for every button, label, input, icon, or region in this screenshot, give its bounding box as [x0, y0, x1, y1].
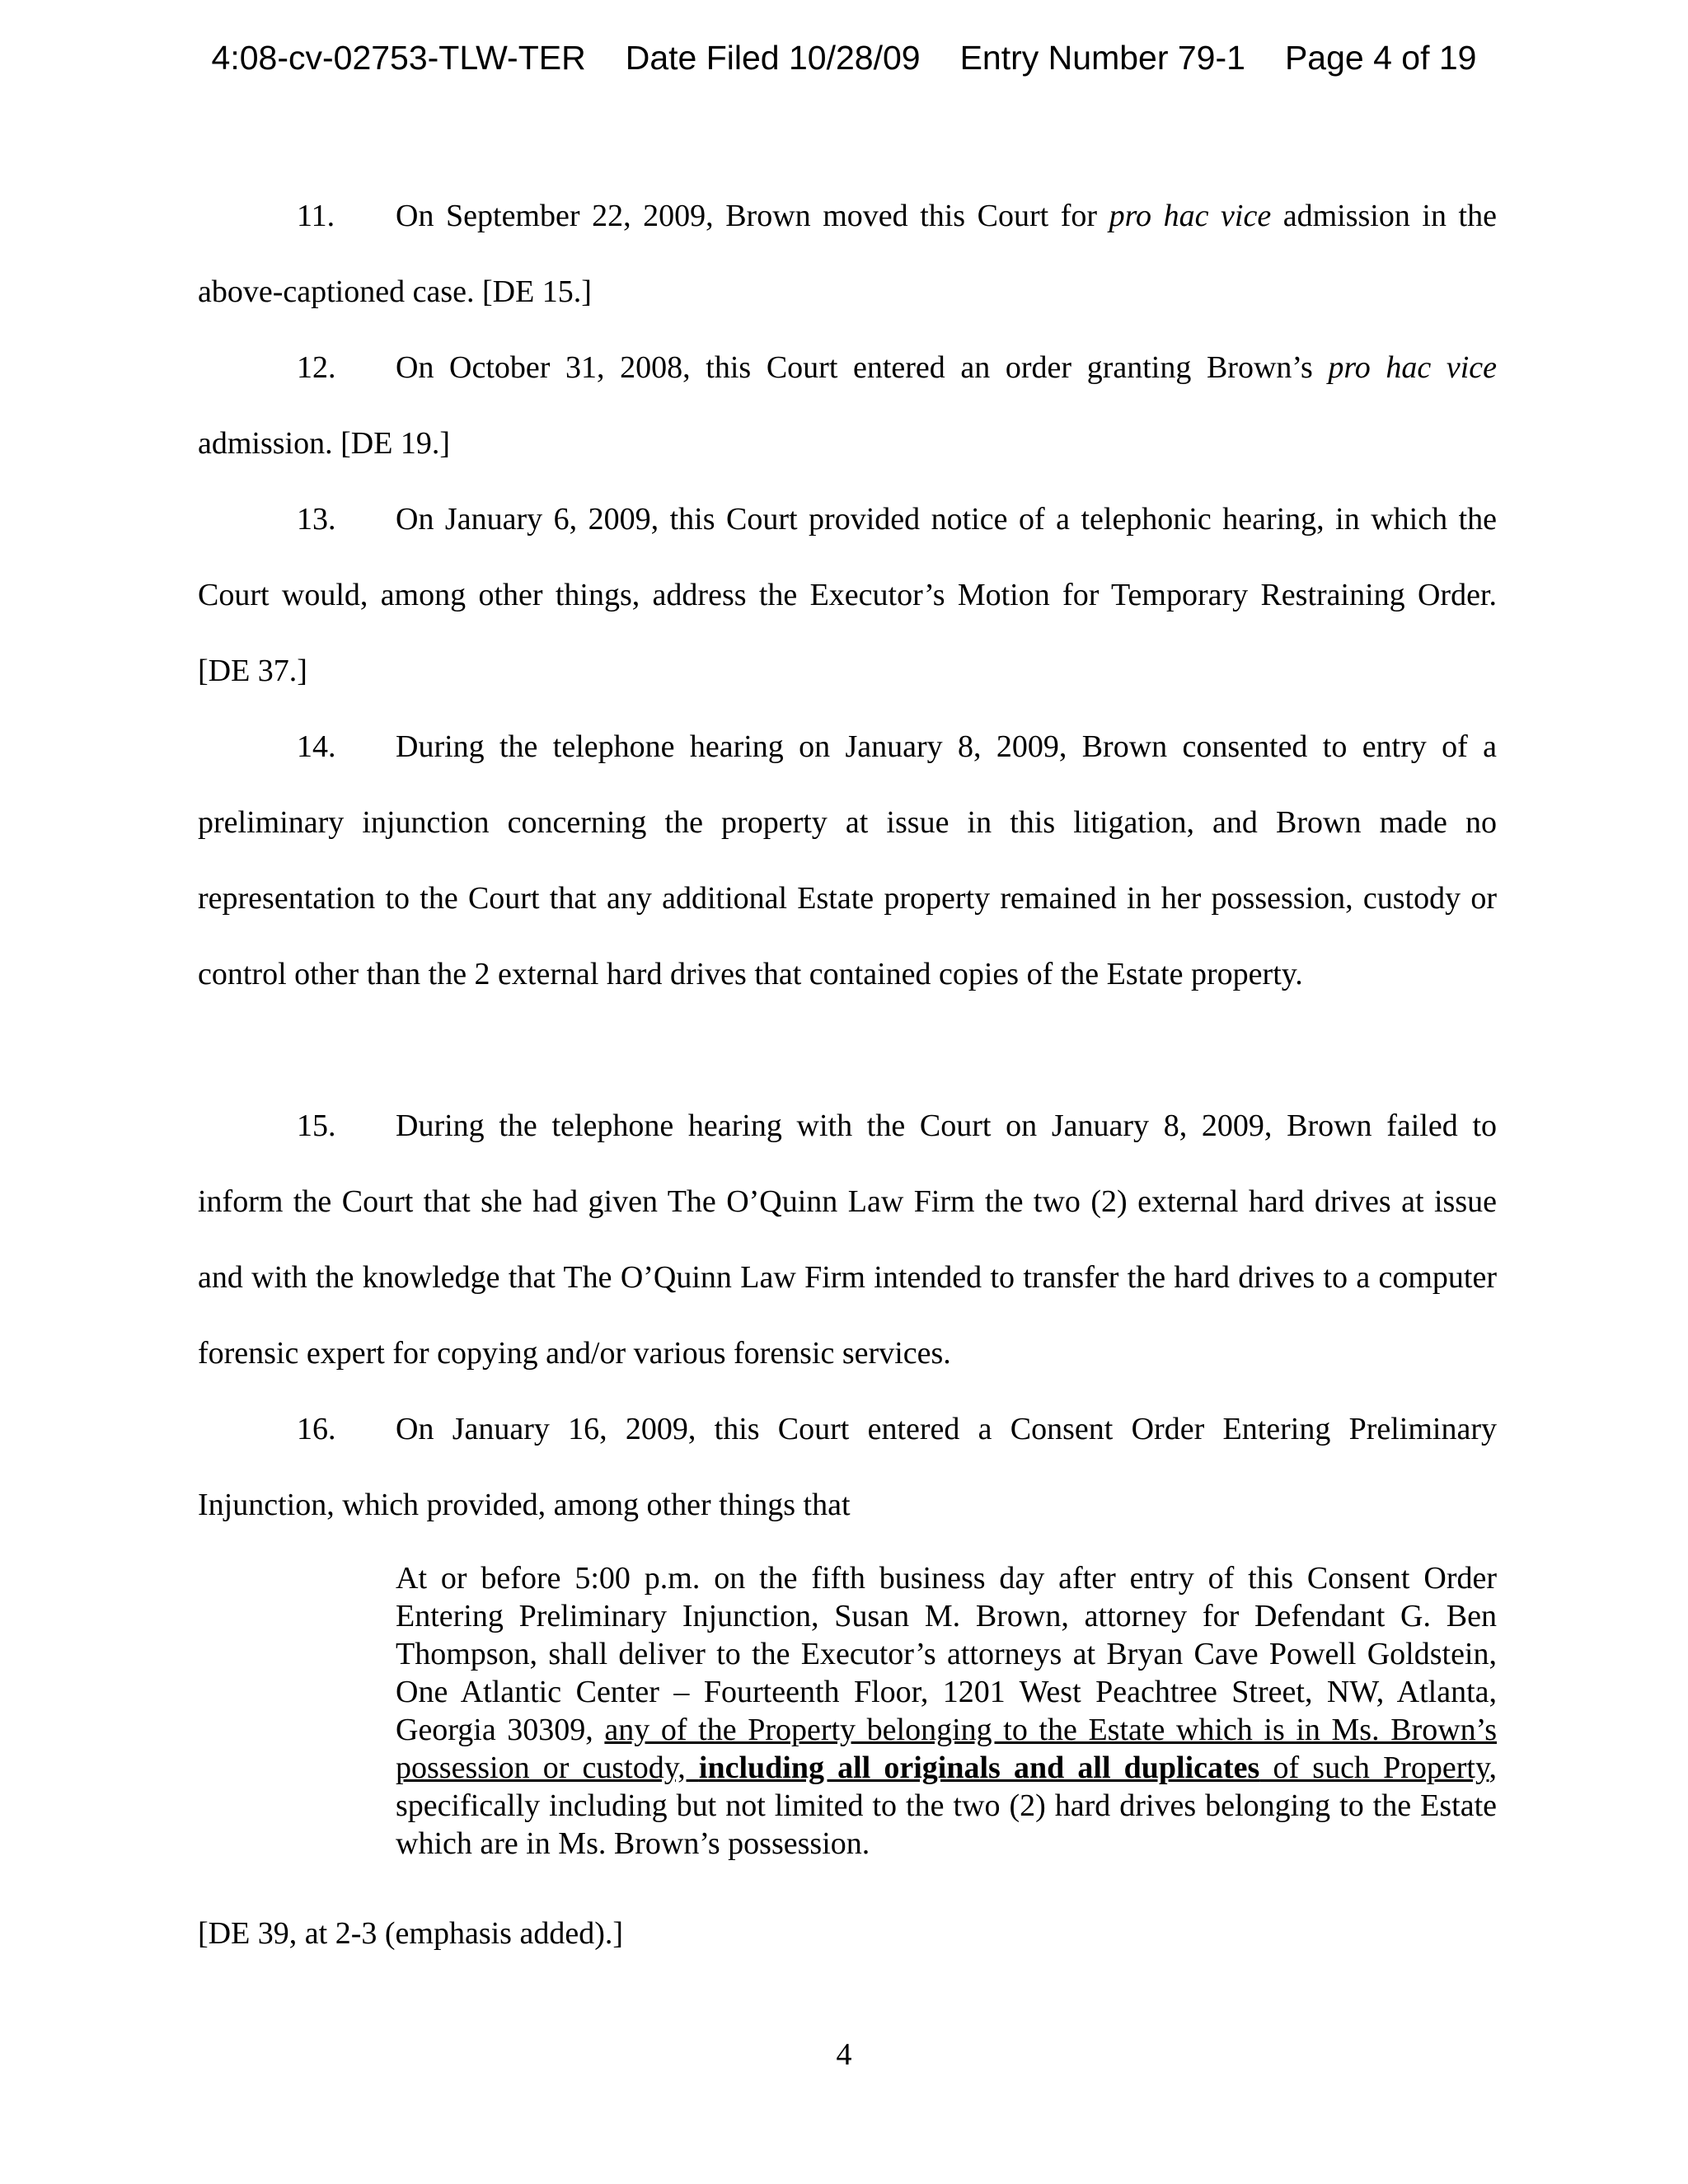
paragraph-text: During the telephone hearing on January 8, 2009, Brown consented to entry of a preliminary injunction concerning the property at issue in this litigation, and Brown made no representation to the Court that any additional Estate property remained in her possession, custody or control other than the 2 external hard drives that contained copies of the Estate property. [198, 729, 1497, 991]
paragraph-text: On September 22, 2009, Brown moved this Court for [396, 199, 1109, 233]
paragraph-italic: pro hac vice [1328, 350, 1497, 385]
paragraph-15 [198, 1088, 1497, 1391]
paragraph-text: admission. [DE 19.] [198, 426, 451, 461]
paragraph-16 [198, 1391, 1497, 1543]
block-quote [396, 1559, 1497, 1863]
date-filed: Date Filed 10/28/09 [625, 39, 921, 77]
entry-number: Entry Number 79-1 [959, 39, 1245, 77]
quote-underlined-text: any of the Property belonging to the Estate which is in Ms. Brown’s possession or custody, [396, 1713, 1497, 1785]
citation: [DE 39, at 2-3 (emphasis added).] [198, 1916, 624, 1951]
quote-text: At or before 5:00 p.m. on the fifth business day after entry of this Consent Order Entering Preliminary Injunction, Susan M. Brown, attorney for Defendant G. Ben Thompson, shall deliver to the Executor’s attorneys at Bryan Cave Powell Goldstein, One Atlantic Center – Fourteenth Floor, 1201 West Peachtree Street, NW, Atlanta, Georgia 30309, [396, 1561, 1497, 1747]
quote-text: , specifically including but not limited to the two (2) hard drives belonging to the Estate which are in Ms. Brown’s possession. [396, 1750, 1497, 1861]
paragraph-text: On January 6, 2009, this Court provided notice of a telephonic hearing, in which the Court would, among other things, address the Executor’s Motion for Temporary Restraining Order. [DE 37.] [198, 502, 1497, 688]
paragraph-number: 12. [297, 350, 336, 385]
page-number: 4 [836, 2037, 852, 2072]
paragraph-number: 15. [297, 1108, 336, 1143]
paragraph-number: 13. [297, 502, 336, 537]
page-label: Page 4 of 19 [1284, 39, 1477, 77]
document-header [0, 33, 1688, 82]
paragraph-text: On January 16, 2009, this Court entered a Consent Order Entering Preliminary Injunction, which provided, among other things that [198, 1412, 1497, 1522]
paragraph-11 [198, 178, 1497, 330]
paragraph-number: 11. [297, 199, 335, 233]
paragraph-12 [198, 330, 1497, 481]
paragraph-text: admission in the above-captioned case. [DE 15.] [198, 199, 1497, 309]
paragraph-14 [198, 709, 1497, 1012]
case-number: 4:08-cv-02753-TLW-TER [211, 39, 586, 77]
paragraph-13 [198, 481, 1497, 709]
paragraph-text: During the telephone hearing with the Court on January 8, 2009, Brown failed to inform the Court that she had given The O’Quinn Law Firm the two (2) external hard drives at issue and with the knowledge that The O’Quinn Law Firm intended to transfer the hard drives to a computer forensic expert for copying and/or various forensic services. [198, 1108, 1497, 1371]
paragraph-number: 14. [297, 729, 336, 764]
quote-emphasis-text: including all originals and all duplicates [698, 1750, 1260, 1785]
paragraph-text: On October 31, 2008, this Court entered an order granting Brown’s [396, 350, 1329, 385]
paragraph-number: 16. [297, 1412, 336, 1446]
paragraph-italic: pro hac vice [1109, 199, 1272, 233]
quote-underlined-text: of such Property [1259, 1750, 1489, 1785]
